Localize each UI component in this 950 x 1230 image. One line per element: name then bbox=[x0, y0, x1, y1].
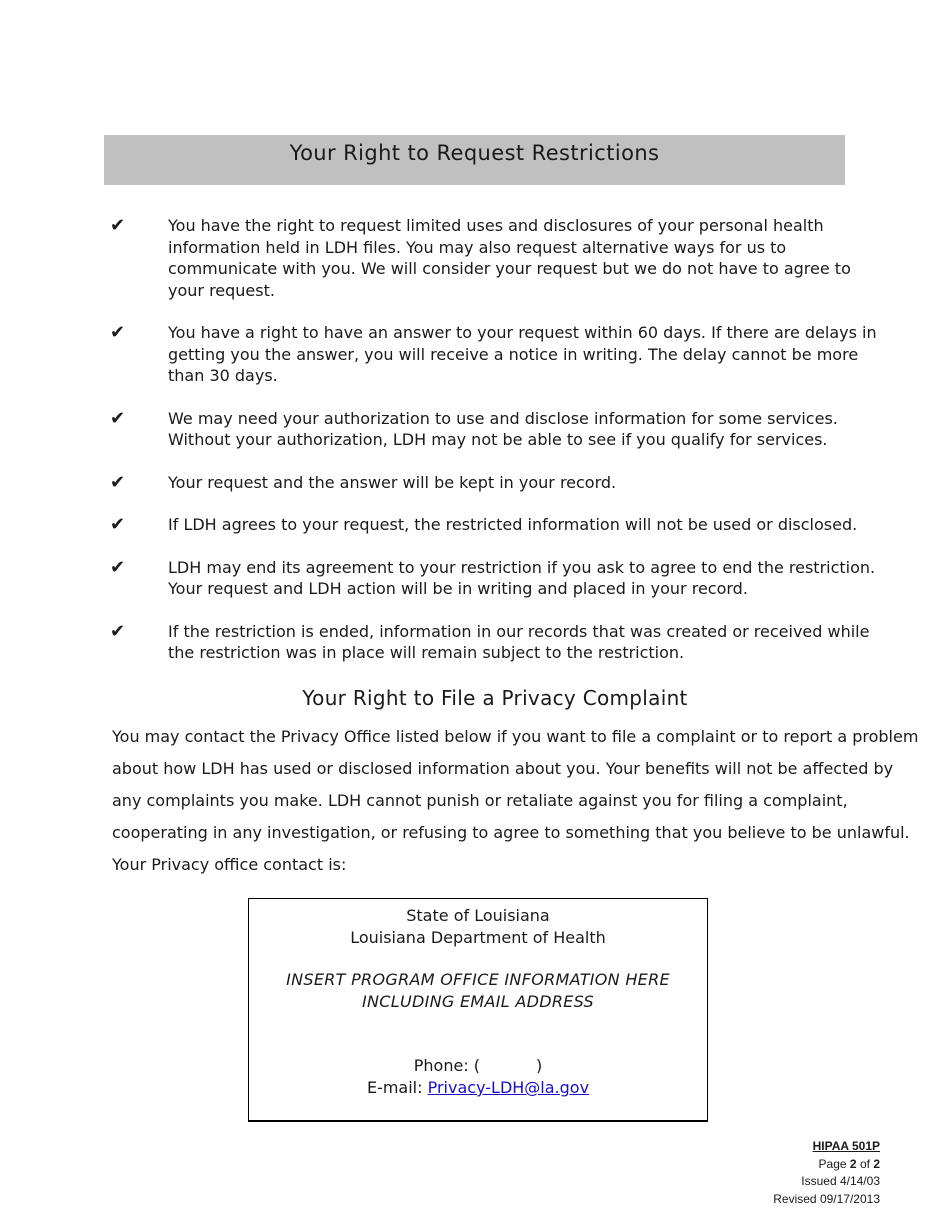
page-current: 2 bbox=[849, 1156, 857, 1171]
list-item-text: You have a right to have an answer to your request within 60 days. If there are delays in getting you the answer, you will receive a notice in writing. The delay cannot be more than 30 days. bbox=[168, 323, 877, 385]
list-item-text: If the restriction is ended, information in our records that was created or received while the restriction was in place will remain subject to the restriction. bbox=[168, 621, 870, 662]
contact-box bbox=[248, 898, 708, 1122]
insert-placeholder-line1: INSERT PROGRAM OFFICE INFORMATION HERE bbox=[286, 970, 670, 989]
list-item-text: LDH may end its agreement to your restriction if you ask to agree to end the restriction. Your request and LDH action will be in writing and placed in your record. bbox=[168, 557, 876, 598]
phone-close: ) bbox=[535, 1056, 543, 1075]
page-prefix: Page bbox=[818, 1156, 847, 1171]
issued-date: Issued 4/14/03 bbox=[801, 1174, 880, 1188]
list-item bbox=[110, 514, 880, 536]
list-item-text: If LDH agrees to your request, the restricted information will not be used or disclosed. bbox=[168, 515, 858, 534]
form-id: HIPAA 501P bbox=[812, 1139, 880, 1153]
list-item bbox=[110, 621, 880, 664]
checkmark-icon: ✔ bbox=[110, 514, 126, 535]
checkmark-icon: ✔ bbox=[110, 556, 126, 578]
checkmark-icon: ✔ bbox=[110, 620, 126, 642]
complaint-paragraph bbox=[112, 721, 919, 881]
list-item bbox=[110, 215, 880, 301]
contact-state: State of Louisiana bbox=[406, 906, 550, 925]
email-link[interactable]: Privacy-LDH@la.gov bbox=[427, 1078, 590, 1097]
checkmark-icon: ✔ bbox=[110, 407, 126, 429]
email-label: E-mail: bbox=[366, 1078, 423, 1097]
contact-department: Louisiana Department of Health bbox=[350, 928, 606, 947]
list-item bbox=[110, 322, 880, 387]
page-total: 2 bbox=[873, 1156, 880, 1171]
page-of: of bbox=[859, 1156, 870, 1171]
restrictions-heading: Your Right to Request Restrictions bbox=[289, 141, 660, 165]
paragraph-line: Your Privacy office contact is: bbox=[112, 855, 347, 874]
list-item-text: You have the right to request limited uses and disclosures of your personal health information held in LDH files. You may also request alternative ways for us to communicate with you. We will consider your request but we do not have to agree to your request. bbox=[168, 216, 851, 300]
complaint-heading: Your Right to File a Privacy Complaint bbox=[302, 686, 688, 710]
phone-label: Phone: ( bbox=[413, 1056, 481, 1075]
list-item-text: We may need your authorization to use and disclose information for some services. Without your authorization, LDH may not be able to see if you qualify for services. bbox=[168, 408, 838, 449]
revised-date: Revised 09/17/2013 bbox=[773, 1191, 880, 1206]
restrictions-heading-band bbox=[104, 135, 845, 185]
page-number bbox=[773, 1156, 880, 1174]
contact-email bbox=[249, 1077, 707, 1099]
contact-phone bbox=[249, 1055, 707, 1077]
paragraph-line: You may contact the Privacy Office listed below if you want to file a complaint or to report a problem bbox=[112, 727, 919, 746]
checkmark-icon: ✔ bbox=[110, 215, 126, 236]
restrictions-list bbox=[110, 215, 880, 685]
list-item bbox=[110, 557, 880, 600]
insert-placeholder-line2: INCLUDING EMAIL ADDRESS bbox=[361, 992, 594, 1011]
checkmark-icon: ✔ bbox=[110, 471, 126, 493]
paragraph-line: about how LDH has used or disclosed information about you. Your benefits will not be affected by bbox=[112, 759, 894, 778]
form-footer bbox=[773, 1138, 880, 1208]
list-item bbox=[110, 472, 880, 494]
list-item bbox=[110, 408, 880, 451]
checkmark-icon: ✔ bbox=[110, 322, 126, 343]
list-item-text: Your request and the answer will be kept in your record. bbox=[168, 472, 617, 492]
paragraph-line: cooperating in any investigation, or refusing to agree to something that you believe to be unlawful. bbox=[112, 823, 910, 842]
paragraph-line: any complaints you make. LDH cannot punish or retaliate against you for filing a complaint, bbox=[112, 791, 848, 810]
